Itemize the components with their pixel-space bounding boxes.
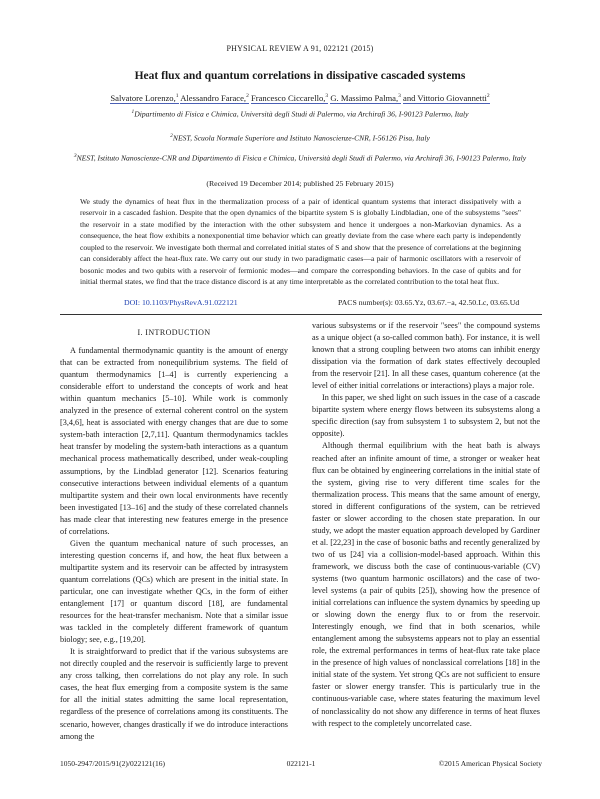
affiliation-2: $^2$NEST, Scuola Normale Superiore and Istituto Nanoscienze-CNR, I-56126 Pisa, Italy (170, 133, 430, 143)
abstract: We study the dynamics of heat flux in the thermalization process of a pair of identical quantum systems that interact dissipatively with a reservoir in a cascaded fashion. Despite that the open dynamics of the bipartite system S is globally Lindbladian, one of the subsystems "sees" the reservoir in a state modified by the interaction with the other subsystem and hence it undergoes a non-Markovian dynamics. As a consequence, the heat flow exhibits a nonexponential time behavior which can greatly deviate from the case where each party is independently coupled to the reservoir. We investigate both thermal and correlated initial states of S and show that the presence of correlations at the beginning can considerably affect the heat-flux rate. We carry out our study in two paradigmatic cases—a pair of harmonic oscillators with a reservoir of bosonic modes and two qubits with a reservoir of fermionic modes—and compare the corresponding behaviors. In the case of qubits and for initial thermal states, we find that the trace distance discord is at any time interpretable as the correlated contribution to the total heat flux. (80, 197, 521, 287)
paragraph: various subsystems or if the reservoir "sees" the compound systems as a unique object (a so-called common bath). For instance, it is well known that a strong coupling between two atoms can inhibit energy dissipation via the formation of dark states effectively decoupled from the reservoir [21]. In all these cases, quantum coherence (at the level of either initial correlations or interactions) plays a major role. (312, 321, 540, 391)
section-title-introduction: I. INTRODUCTION (137, 328, 211, 337)
footer-copyright: ©2015 American Physical Society (438, 759, 542, 768)
paragraph: In this paper, we shed light on such issues in the case of a cascade bipartite system where energy flows between its subsystems along a specific direction (say from subsystem 1 to subsystem 2, but not the opposite). (312, 393, 540, 439)
author-palma[interactable]: G. Massimo Palma,$^3$ (330, 93, 401, 103)
footer-issn: 1050-2947/2015/91(2)/022121(16) (60, 759, 165, 768)
paragraph: Given the quantum mechanical nature of such processes, an interesting question concerns if, and how, the heat flux between a multipartite system and its reservoir can be affected by intrasystem quantum correlations (QCs) which are present in the initial state. In particular, one can investigate whether QCs, in the form of either entanglement [17] or quantum discord [18], are fundamental resources for the heat-transfer mechanism. Note that a similar issue was tackled in the completely different framework of quantum biology; see, e.g., [19,20]. (60, 538, 288, 645)
affiliation-3: $^3$NEST, Istituto Nanoscienze-CNR and Dipartimento di Fisica e Chimica, Università degli Studi di Palermo, via Archirafi 36, I-90123 Palermo, Italy (73, 153, 527, 163)
affiliation-1: $^1$Dipartimento di Fisica e Chimica, Università degli Studi di Palermo, via Archirafi 36, I-90123 Palermo, Italy (131, 109, 469, 119)
author-farace[interactable]: Alessandro Farace,$^2$ (180, 93, 249, 103)
author-lorenzo[interactable]: Salvatore Lorenzo,$^1$ (110, 93, 179, 103)
author-list (30, 93, 570, 103)
paper-title: Heat flux and quantum correlations in dissipative cascaded systems (134, 70, 466, 82)
footer-page-number: 022121-1 (286, 759, 316, 768)
pacs-numbers: PACS number(s): 03.65.Yz, 03.67.−a, 42.50.Lc, 03.65.Ud (338, 298, 520, 307)
author-ciccarello[interactable]: Francesco Ciccarello,$^3$ (250, 93, 329, 103)
left-column (60, 320, 288, 743)
paragraph: It is straightforward to predict that if the various subsystems are not directly coupled and the reservoir is sufficiently large to prevent any cross talking, then correlations do not play any role. In such cases, the heat flux emerging from a composite system is the same for all the initial states admitting the same local representation, regardless of the presence of correlations among its constituents. The scenario, however, changes drastically if we do introduce interactions among the (60, 647, 288, 741)
paragraph: Although thermal equilibrium with the heat bath is always reached after an infinite amount of time, a stronger or weaker heat flux can be obtained by engineering correlations in the initial state of the system, giving rise to very different time scales for the thermalization process. This means that the same amount of energy, stored in different configurations of the system, can be retrieved faster or slower according to the chosen state preparation. In our study, we adopt the master equation approach developed by Gardiner et al. [22,23] in the case of bosonic baths and recently generalized by two of us [24] via a collision-model-based approach. Within this framework, we discuss both the case of continuous-variable (CV) systems (two quantum harmonic oscillators) and the case of two-level systems (a pair of qubits [25]), showing how the presence of initial correlations can influence the system dynamics by speeding up or slowing down the energy flux to or from the reservoir. Interestingly enough, we find that in both scenarios, while entanglement among the subsystems appears not to play an essential role, the extremal performances in terms of heat-flux rate take place in the presence of high values of nonclassical correlations [18] in the initial state of the system. Yet strong QCs are not sufficient to ensure faster or slower energy transfer. This is particularly true in the continuous-variable case, where states featuring the maximum level of nonclassicality do not show any difference in terms of heat fluxes with respect to the completely uncorrelated case. (312, 441, 540, 728)
abstract-divider (60, 314, 542, 315)
running-head: PHYSICAL REVIEW A 91, 022121 (2015) (226, 44, 374, 53)
doi-link[interactable]: DOI: 10.1103/PhysRevA.91.022121 (124, 298, 238, 307)
received-dates: (Received 19 December 2014; published 25 February 2015) (206, 179, 394, 188)
right-column (312, 320, 540, 730)
author-giovannetti[interactable]: and Vittorio Giovannetti$^2$ (403, 93, 490, 103)
paragraph: A fundamental thermodynamic quantity is the amount of energy that can be extracted from nonequilibrium systems. The field of quantum thermodynamics [1–4] is currently experiencing a considerable effort to understand the concepts of work and heat within quantum mechanics [5–10]. While work is commonly analyzed in the presence of external coherent control on the system [3,4,6], heat is associated with energy changes that are due to some system-bath interaction [2,7,11]. Quantum thermodynamics tackles heat transfer by modeling the system-bath interactions as a quantum mechanical process mathematically described, under weak-coupling assumptions, by the Lindblad generator [12]. Scenarios featuring consecutive interactions between individual elements of a quantum multipartite system and their own local environments have recently been investigated [13–16] and the study of these correlated channels has made clear that interesting new features emerge in the presence of correlations. (60, 346, 288, 536)
doi-pacs-line (78, 298, 523, 307)
